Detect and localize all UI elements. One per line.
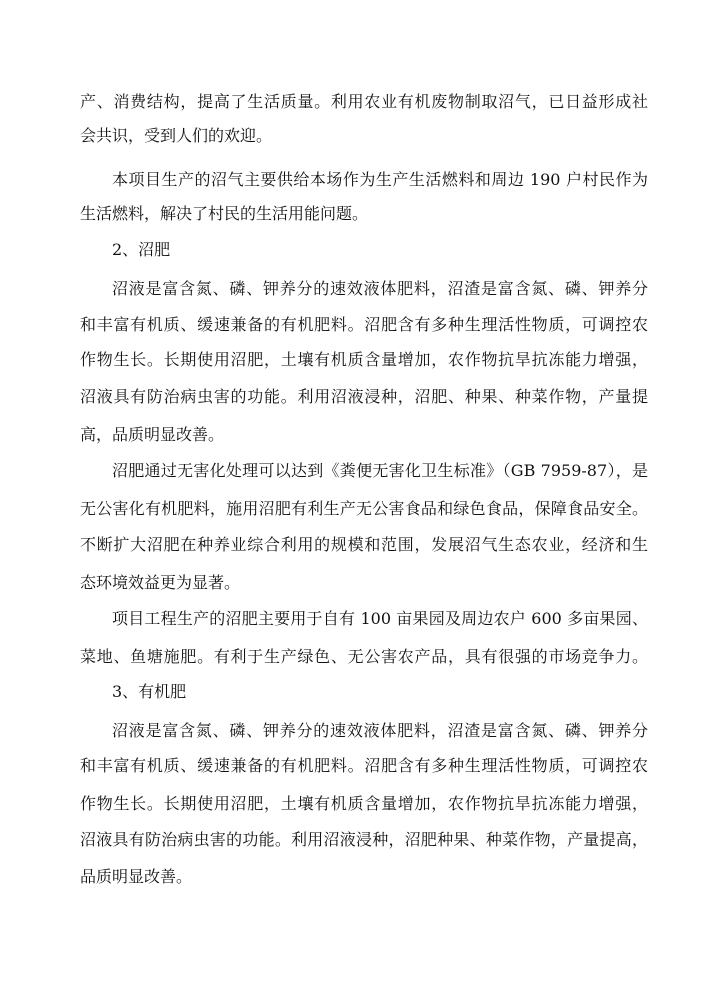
text-line: 高，品质明显改善。: [80, 425, 225, 444]
text-line: 产、消费结构，提高了生活质量。利用农业有机废物制取沼气，已日益形成社: [80, 92, 648, 111]
text-line: 项目工程生产的沼肥主要用于自有 100 亩果园及周边农户 600 多亩果园、: [112, 609, 648, 628]
section-heading: 3、有机肥: [112, 682, 187, 701]
text-line: 不断扩大沼肥在种养业综合利用的规模和范围，发展沼气生态农业，经济和生: [80, 535, 648, 554]
text-line: 作物生长。长期使用沼肥，土壤有机质含量增加，农作物抗旱抗冻能力增强，: [80, 794, 648, 813]
text-line: 和丰富有机质、缓速兼备的有机肥料。沼肥含有多种生理活性物质，可调控农: [80, 756, 648, 775]
text-line: 作物生长。长期使用沼肥，土壤有机质含量增加，农作物抗旱抗冻能力增强，: [80, 350, 648, 369]
text-line: 沼液具有防治病虫害的功能。利用沼液浸种，沼肥、种果、种菜作物，产量提: [80, 387, 648, 406]
text-line: 无公害化有机肥料，施用沼肥有利生产无公害食品和绿色食品，保障食品安全。: [80, 499, 648, 518]
text-line: 沼液是富含氮、磷、钾养分的速效液体肥料，沼渣是富含氮、磷、钾养分: [112, 721, 648, 740]
text-line: 态环境效益更为显著。: [80, 573, 241, 592]
text-line: 沼肥通过无害化处理可以达到《粪便无害化卫生标准》（GB 7959-87），是: [112, 461, 648, 480]
text-line: 沼液具有防治病虫害的功能。利用沼液浸种，沼肥种果、种菜作物，产量提高，: [80, 830, 648, 849]
text-line: 品质明显改善。: [80, 867, 193, 886]
text-line: 菜地、鱼塘施肥。有利于生产绿色、无公害农产品，具有很强的市场竞争力。: [80, 647, 648, 666]
text-line: 本项目生产的沼气主要供给本场作为生产生活燃料和周边 190 户村民作为: [112, 170, 648, 189]
text-line: 和丰富有机质、缓速兼备的有机肥料。沼肥含有多种生理活性物质，可调控农: [80, 315, 648, 334]
text-line: 沼液是富含氮、磷、钾养分的速效液体肥料，沼渣是富含氮、磷、钾养分: [112, 279, 648, 298]
section-heading: 2、沼肥: [112, 240, 171, 259]
text-line: 生活燃料，解决了村民的生活用能问题。: [80, 204, 369, 223]
text-line: 会共识，受到人们的欢迎。: [80, 126, 273, 145]
